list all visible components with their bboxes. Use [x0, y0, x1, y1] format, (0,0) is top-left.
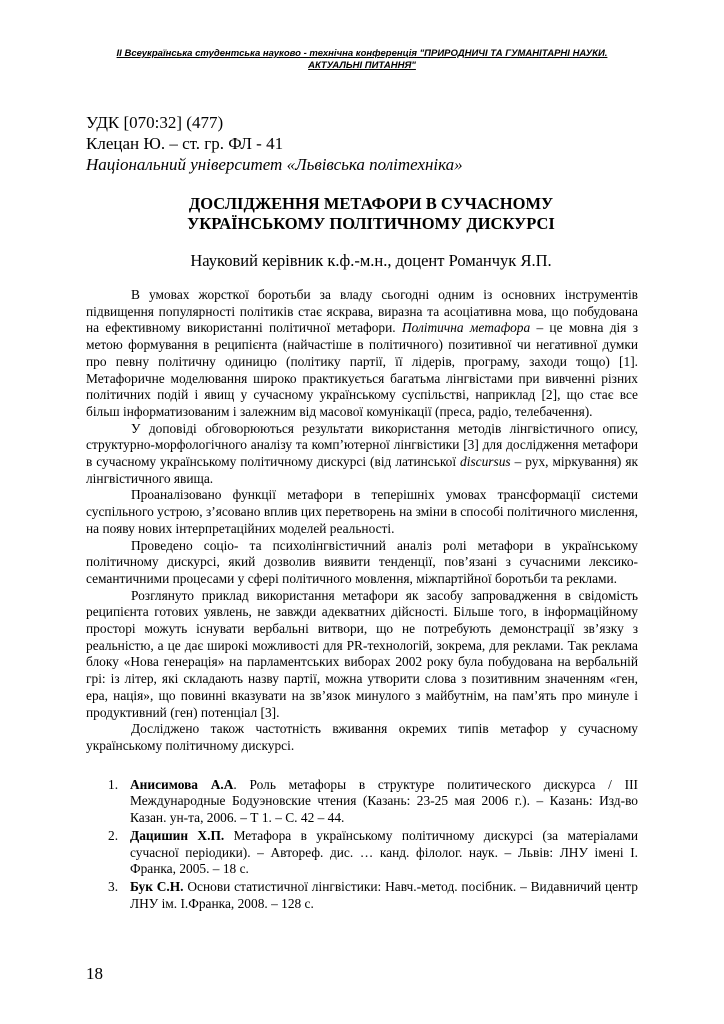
paragraph-1-term: Політична метафора — [401, 320, 531, 336]
reference-number: 3. — [108, 878, 119, 894]
article-body — [86, 287, 638, 755]
reference-text: Основи статистичної лінгвістики: Навч.-метод. посібник. – Видавничий центр ЛНУ ім. І.Франка, 2008. – 128 с. — [130, 878, 638, 911]
title-line-1: ДОСЛІДЖЕННЯ МЕТАФОРИ В СУЧАСНОМУ — [188, 194, 554, 213]
paragraph-1-text-b: – це мовна дія з метою формування в реципієнта (найчастіше в політичного) позитивної чи негативної думки про певну політичну одиницю (політику партії, її лідерів, програму, заходи тощо) [1]. Метафоричне моделювання широко практикується багатьма лінгвістами при вивченні різних політичних подій і явищ у сучасному українському суспільстві, наприклад [2], що стає все більш інформатизованим і залежним від масової комунікації (преса, радіо, телебачення). — [86, 320, 638, 419]
paragraph-6: Досліджено також частотність вживання окремих типів метафор у сучасному українському політичному дискурсі. — [86, 721, 638, 753]
reference-list — [86, 777, 638, 913]
page-number: 18 — [86, 964, 103, 983]
paragraph-1 — [86, 287, 638, 421]
reference-text: . Роль метафоры в структуре политического дискурса / III Международные Бодуэновские чтения (Казань: 23-25 мая 2006 г.). – Казань: Изд-во Казан. ун-та, 2006. – Т 1. – С. 42 – 44. — [130, 776, 639, 826]
paragraph-4: Проведено соціо- та психолінгвістичний аналіз ролі метафори в українському політичному дискурсі, який дозволив виявити тенденції, пов’язані з сучасними лексико-семантичними процесами у сфері політичного мовлення, міжпартійної боротьби та реклами. — [86, 537, 638, 586]
conference-header-line-2: АКТУАЛЬНІ ПИТАННЯ" — [308, 60, 416, 71]
title-line-2: УКРАЇНСЬКОМУ ПОЛІТИЧНОМУ ДИСКУРСІ — [187, 214, 555, 233]
paragraph-2-text-b: – рух, міркування) як лінгвістичного явища. — [86, 454, 638, 486]
paragraph-2-text-a: У доповіді обговорюються результати використання методів лінгвістичного опису, структурно-морфологічного аналізу та комп’ютерної лінгвістики [3] для дослідження метафори в сучасному українському політичному дискурсі (від латинської — [86, 420, 638, 470]
article-meta — [86, 112, 638, 175]
article-title — [86, 194, 638, 234]
paragraph-2 — [86, 421, 638, 488]
paragraph-2-term: discursus — [460, 454, 511, 470]
reference-author: Дацишин Х.П. — [130, 827, 225, 843]
reference-item — [108, 878, 638, 912]
conference-header-line-1: II Всеукраїнська студентська науково - технічна конференція "ПРИРОДНИЧІ ТА ГУМАНІТАРНІ НАУКИ. — [116, 48, 608, 59]
reference-number: 2. — [108, 827, 119, 843]
reference-item — [108, 827, 638, 878]
author-line: Клецан Ю. – ст. гр. ФЛ - 41 — [86, 134, 284, 153]
paragraph-5: Розглянуто приклад використання метафори як засобу запровадження в свідомість реципієнта готових уявлень, не завжди адекватних дійсності. Більше того, в інформаційному просторі можуть існувати вербальні витвори, що не потребують демонстрації зв’язку з реальністю, а це дає широкі можливості для PR-технологій, зокрема, для реклами. Так реклама блоку «Нова генерація» на парламентських виборах 2002 року була побудована на вербальній грі: із літер, які складають назву партії, можна утворити слова з позитивним значенням «ген, ера, нація», що повинні вказувати на зв’язок минулого з майбутнім, на пам’ять про минуле і продуктивний (ген) потенціал [3]. — [86, 587, 638, 720]
paragraph-3: Проаналізовано функції метафори в теперішніх умовах трансформації системи суспільного устрою, з’ясовано вплив цих перетворень на зміни в способі політичного мислення, на появу нових інтерпретаційних моделей реальності. — [86, 487, 638, 536]
page — [86, 48, 638, 913]
conference-header — [80, 48, 644, 72]
reference-text: Метафора в українському політичному дискурсі (за матеріалами сучасної періодики). – Автореф. дис. … канд. філолог. наук. – Львів: ЛНУ імені І. Франка, 2005. – 18 с. — [130, 827, 638, 877]
supervisor: Науковий керівник к.ф.-м.н., доцент Романчук Я.П. — [190, 251, 552, 270]
reference-author: Бук С.Н. — [130, 878, 184, 894]
reference-author: Анисимова А.А — [130, 776, 234, 792]
reference-number: 1. — [108, 776, 119, 792]
paragraph-1-text-a: В умовах жорсткої боротьби за владу сьогодні одним із основних інструментів підвищення популярності політиків стає яскрава, виразна та асоціативна мова, що побудована на ефективному використанні політичної метафори. — [86, 287, 638, 336]
reference-item — [108, 776, 639, 827]
udk-code: УДК [070:32] (477) — [86, 113, 224, 132]
affiliation: Національний університет «Львівська політехніка» — [86, 155, 463, 174]
